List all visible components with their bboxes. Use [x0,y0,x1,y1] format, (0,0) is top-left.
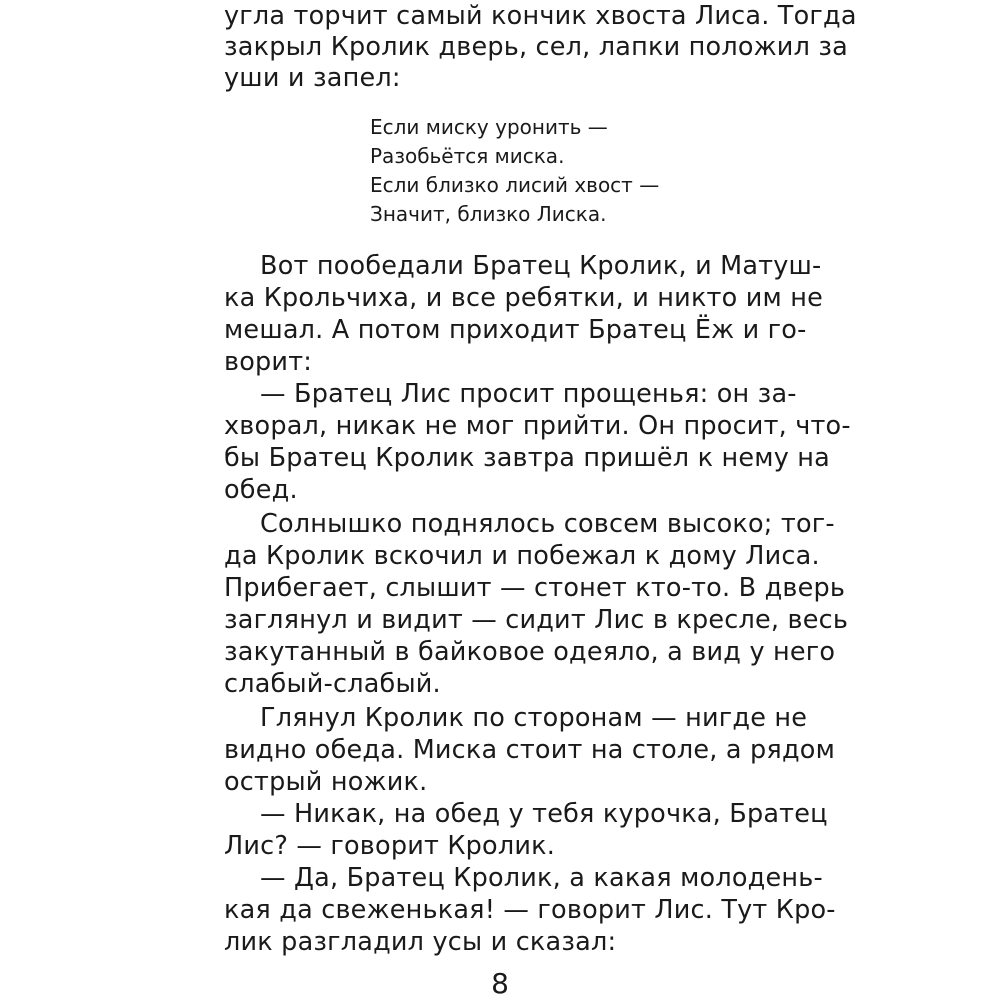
text-line: бы Братец Кролик завтра пришёл к нему на [224,443,830,473]
verse-line: Значит, близко Лиска. [370,202,607,226]
text-line: — Братец Лис просит прощенья: он за- [260,379,797,409]
text-line: Глянул Кролик по сторонам — нигде не [260,703,808,733]
text-line: Вот пообедали Братец Кролик, и Матуш- [260,251,822,281]
text-line: лик разгладил усы и сказал: [224,927,617,957]
text-line: обед. [224,475,298,505]
text-line: Солнышко поднялось совсем высоко; тог- [260,509,835,539]
text-line: ворит: [224,347,313,377]
text-line: Прибегает, слышит — стонет кто-то. В дверь [224,573,846,603]
verse-line: Если близко лисий хвост — [370,173,660,197]
text-line: закутанный в байковое одеяло, а вид у него [224,637,836,667]
verse-line: Если миску уронить — [370,115,608,139]
text-line: заглянул и видит — сидит Лис в кресле, весь [224,605,849,635]
text-line: ка Крольчиха, и все ребятки, и никто им не [224,283,823,313]
text-line: слабый-слабый. [224,669,441,699]
text-line: угла торчит самый кончик хвоста Лиса. Тогда [224,1,857,31]
text-line: кая да свеженькая! — говорит Лис. Тут Кро- [224,895,836,925]
text-line: — Никак, на обед у тебя курочка, Братец [260,799,828,829]
verse-line: Разобьётся миска. [370,144,565,168]
page-number: 8 [491,967,509,1000]
text-line: Лис? — говорит Кролик. [224,831,556,861]
text-line: видно обеда. Миска стоит на столе, а рядом [224,735,836,765]
text-line: уши и запел: [224,63,401,93]
text-line: хворал, никак не мог прийти. Он просит, что- [224,411,851,441]
text-line: мешал. А потом приходит Братец Ёж и го- [224,315,807,345]
text-line: острый ножик. [224,767,428,797]
text-line: да Кролик вскочил и побежал к дому Лиса. [224,541,820,571]
text-line: закрыл Кролик дверь, сел, лапки положил за [224,32,848,62]
text-line: — Да, Братец Кролик, а какая молодень- [260,863,823,893]
